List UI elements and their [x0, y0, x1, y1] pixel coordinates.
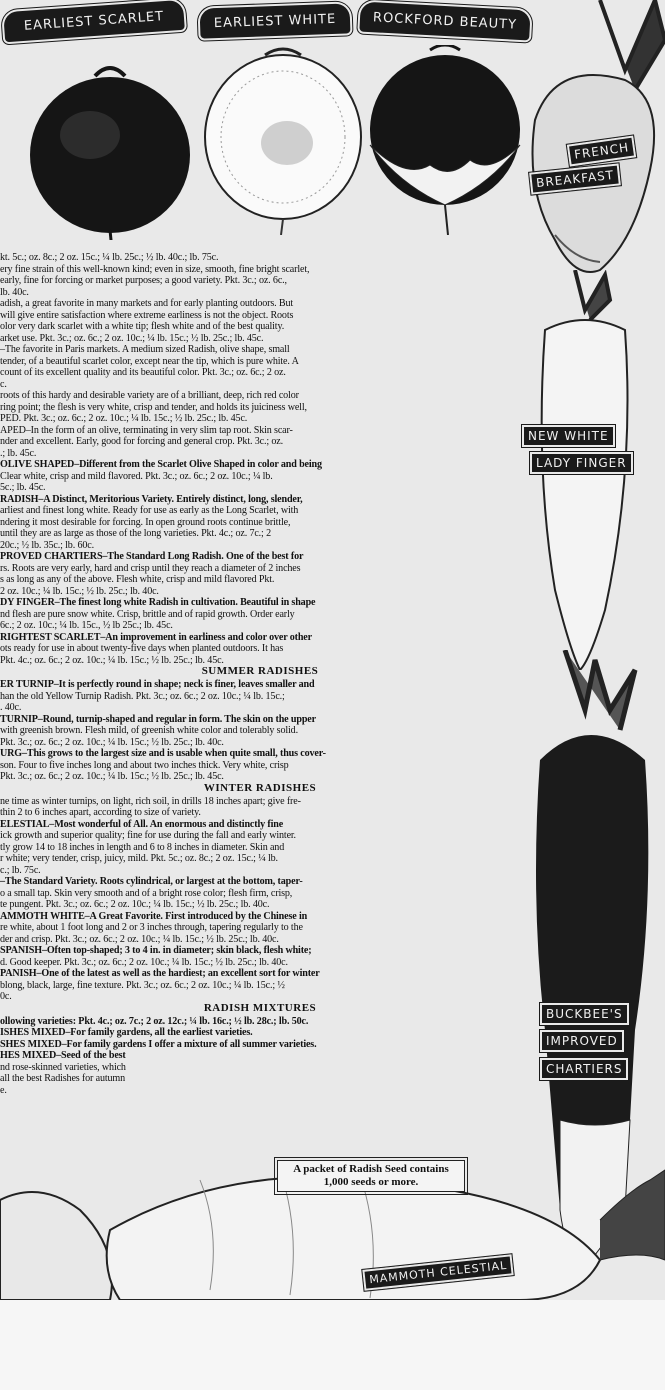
label-lady-finger: LADY FINGER: [530, 452, 633, 474]
banner-earliest-scarlet: EARLIEST SCARLET: [3, 0, 185, 42]
text-line: der and crisp. Pkt. 3c.; oz. 6c.; 2 oz. 10c.; ¼ lb. 15c.; ½ lb. 25c.; lb. 40c.: [0, 933, 279, 945]
radish-mixtures-heading: RADISH MIXTURES: [203, 1001, 317, 1014]
text-line: .; lb. 45c.: [0, 447, 37, 459]
text-line: han the old Yellow Turnip Radish. Pkt. 3c.; oz. 6c.; 2 oz. 10c.; ¼ lb. 15c.;: [0, 690, 285, 702]
text-line: TURNIP–Round, turnip-shaped and regular in form. The skin on the upper: [0, 713, 316, 725]
text-line: SHES MIXED–For family gardens I offer a mixture of all summer varieties.: [0, 1038, 317, 1050]
text-line: adish, a great favorite in many markets and for early planting outdoors. But: [0, 298, 294, 309]
page-margin: [0, 1300, 665, 1390]
text-line: Clear white, crisp and mild flavored. Pkt. 3c.; oz. 6c.; 2 oz. 10c.; ¼ lb.: [0, 470, 273, 482]
label-improved: IMPROVED: [540, 1030, 624, 1052]
text-line: thin 2 to 6 inches apart, according to size of variety.: [0, 807, 201, 818]
text-line: RADISH–A Distinct, Meritorious Variety. Entirely distinct, long, slender,: [0, 493, 303, 505]
text-line: c.: [0, 378, 7, 390]
text-line: HES MIXED–Seed of the best: [0, 1050, 126, 1061]
text-line: e.: [0, 1084, 7, 1096]
text-line: rs. Roots are very early, hard and crisp until they reach a diameter of 2 inches: [0, 562, 301, 574]
text-line: –The favorite in Paris markets. A medium sized Radish, olive shape, small: [0, 344, 290, 355]
banner-earliest-white: EARLIEST WHITE: [200, 3, 351, 38]
text-line: early, fine for forcing or market purposes; a good variety. Pkt. 3c.; oz. 6c.,: [0, 275, 287, 286]
text-line: Pkt. 4c.; oz. 6c.; 2 oz. 10c.; ¼ lb. 15c.; ½ lb. 25c.; lb. 45c.: [0, 654, 224, 666]
text-line: o a small tap. Skin very smooth and of a bright rose color; flesh firm, crisp,: [0, 887, 293, 899]
radish-mixture-descriptions: [0, 1016, 520, 1097]
text-line: with greenish brown. Flesh mild, of greenish white color and tolerably solid.: [0, 725, 298, 736]
text-line: SPANISH–Often top-shaped; 3 to 4 in. in diameter; skin black, flesh white;: [0, 945, 312, 956]
label-breakfast: BREAKFAST: [529, 163, 621, 194]
text-line: will give entire satisfaction where extreme earliness is not the object. Roots: [0, 309, 294, 321]
label-new-white: NEW WHITE: [522, 425, 615, 447]
text-line: ISHES MIXED–For family gardens, all the earliest varieties.: [0, 1027, 253, 1038]
text-line: te pungent. Pkt. 3c.; oz. 6c.; 2 oz. 10c.; ¼ lb. 15c.; ½ lb. 25c.; lb. 40c.: [0, 899, 270, 910]
earliest-scarlet-radish-illustration: [0, 40, 200, 240]
text-line: RIGHTEST SCARLET–An improvement in earliness and color over other: [0, 631, 312, 643]
summer-radish-descriptions: [0, 679, 520, 783]
text-line: blong, black, large, fine texture. Pkt. 3c.; oz. 6c.; 2 oz. 10c.; ¼ lb. 15c.; ½: [0, 979, 285, 991]
text-line: ring point; the flesh is very white, crisp and tender, and holds its juiciness well,: [0, 401, 307, 413]
text-line: all the best Radishes for autumn: [0, 1073, 125, 1084]
earliest-white-radish-illustration: [195, 45, 365, 235]
text-line: DY FINGER–The finest long white Radish in cultivation. Beautiful in shape: [0, 597, 316, 608]
text-line: tly grow 14 to 18 inches in length and 6 to 8 inches in diameter. Skin and: [0, 841, 285, 853]
text-line: ER TURNIP–It is perfectly round in shape; neck is finer, leaves smaller and: [0, 679, 315, 690]
catalog-text-column: [0, 252, 520, 1096]
text-line: 0c.: [0, 991, 12, 1002]
text-line: lb. 40c.: [0, 286, 29, 298]
label-chartiers: CHARTIERS: [540, 1058, 628, 1080]
packet-note-box: A packet of Radish Seed contains 1,000 seeds or more.: [277, 1160, 465, 1192]
text-line: c.; lb. 75c.: [0, 864, 41, 876]
text-line: OLIVE SHAPED–Different from the Scarlet Olive Shaped in color and being: [0, 459, 322, 470]
text-line: AMMOTH WHITE–A Great Favorite. First introduced by the Chinese in: [0, 910, 308, 922]
text-line: APED–In the form of an olive, terminating in very slim tap root. Skin scar-: [0, 424, 293, 436]
text-line: PROVED CHARTIERS–The Standard Long Radish. One of the best for: [0, 551, 304, 562]
text-line: nder and excellent. Early, good for forcing and general crop. Pkt. 3c.; oz.: [0, 436, 283, 447]
text-line: ELESTIAL–Most wonderful of All. An enormous and distinctly fine: [0, 818, 284, 830]
early-radish-descriptions: [0, 252, 520, 666]
text-line: Pkt. 3c.; oz. 6c.; 2 oz. 10c.; ¼ lb. 15c.; ½ lb. 25c.; lb. 45c.: [0, 771, 224, 782]
text-line: 2 oz. 10c.; ¼ lb. 15c.; ½ lb. 25c.; lb. 40c.: [0, 585, 159, 597]
banner-rockford-beauty: ROCKFORD BEAUTY: [359, 2, 530, 41]
text-line: r white; very tender, crisp, juicy, mild. Pkt. 5c.; oz. 8c.; 2 oz. 15c.; ¼ lb.: [0, 853, 278, 864]
winter-radishes-heading: WINTER RADISHES: [203, 781, 317, 794]
label-buckbees: BUCKBEE'S: [540, 1003, 629, 1025]
text-line: ndering it most desirable for forcing. In open ground roots continue brittle,: [0, 516, 291, 528]
text-line: ollowing varieties: Pkt. 4c.; oz. 7c.; 2 oz. 12c.; ¼ lb. 16c.; ½ lb. 28c.; lb. 50c.: [0, 1015, 309, 1027]
text-line: count of its excellent quality and its beautiful color. Pkt. 3c.; oz. 6c.; 2 oz.: [0, 367, 286, 378]
text-line: 5c.; lb. 45c.: [0, 482, 46, 493]
text-line: ick growth and superior quality; fine for use during the fall and early winter.: [0, 830, 296, 841]
text-line: tender, of a beautiful scarlet color, except near the tip, which is pure white. A: [0, 355, 299, 367]
text-line: ery fine strain of this well-known kind; even in size, smooth, fine bright scarlet,: [0, 263, 310, 275]
summer-radishes-heading: SUMMER RADISHES: [201, 665, 319, 677]
text-line: roots of this hardy and desirable variety are of a brilliant, deep, rich red color: [0, 390, 299, 401]
text-line: URG–This grows to the largest size and is usable when quite small, thus cover-: [0, 748, 326, 759]
text-line: son. Four to five inches long and about two inches thick. Very white, crisp: [0, 759, 289, 771]
text-line: kt. 5c.; oz. 8c.; 2 oz. 15c.; ¼ lb. 25c.; ½ lb. 40c.; lb. 75c.: [0, 252, 219, 263]
text-line: nd rose-skinned varieties, which: [0, 1061, 126, 1073]
text-line: re white, about 1 foot long and 2 or 3 inches through, tapering regularly to the: [0, 922, 303, 933]
rockford-beauty-radish-illustration: [360, 45, 530, 235]
text-line: 6c.; 2 oz. 10c.; ¼ lb. 15c., ½ lb 25c.; lb. 45c.: [0, 620, 173, 631]
text-line: 20c.; ½ lb. 35c.; lb. 60c.: [0, 539, 94, 551]
text-line: arliest and finest long white. Ready for use as early as the Long Scarlet, with: [0, 505, 299, 516]
label-french: FRENCH: [567, 135, 637, 166]
text-line: s as long as any of the above. Flesh white, crisp and mild flavored Pkt.: [0, 574, 275, 585]
text-line: d. Good keeper. Pkt. 3c.; oz. 6c.; 2 oz. 10c.; ¼ lb. 15c.; ½ lb. 25c.; lb. 40c.: [0, 956, 288, 968]
text-line: –The Standard Variety. Roots cylindrical, or largest at the bottom, taper-: [0, 876, 303, 887]
text-line: arket use. Pkt. 3c.; oz. 6c.; 2 oz. 10c.; ¼ lb. 15c.; ½ lb. 25c.; lb. 45c.: [0, 332, 264, 344]
text-line: PED. Pkt. 3c.; oz. 6c.; 2 oz. 10c.; ¼ lb. 15c.; ½ lb. 25c.; lb. 45c.: [0, 413, 248, 424]
text-line: Pkt. 3c.; oz. 6c.; 2 oz. 10c.; ¼ lb. 15c.; ½ lb. 25c.; lb. 40c.: [0, 736, 224, 748]
text-line: ots ready for use in about twenty-five days when planted outdoors. It has: [0, 643, 284, 654]
text-line: PANISH–One of the latest as well as the hardiest; an excellent sort for winter: [0, 968, 320, 979]
label-mammoth-celestial: MAMMOTH CELESTIAL: [362, 1254, 514, 1291]
text-line: nd flesh are pure snow white. Crisp, brittle and of rapid growth. Order early: [0, 608, 295, 620]
winter-radish-descriptions: [0, 796, 520, 1003]
text-line: olor very dark scarlet with a white tip; flesh white and of the best quality.: [0, 321, 285, 332]
text-line: ne time as winter turnips, on light, rich soil, in drills 18 inches apart; give fre-: [0, 795, 301, 807]
text-line: until they are as large as those of the long varieties. Pkt. 4c.; oz. 7c.; 2: [0, 528, 271, 539]
text-line: . 40c.: [0, 702, 22, 713]
